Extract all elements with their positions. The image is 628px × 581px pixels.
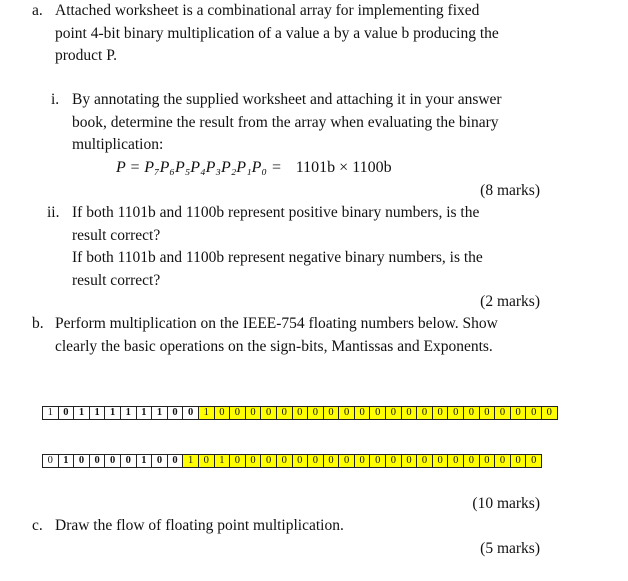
- float2-mantissa-bit: 0: [260, 454, 277, 468]
- float2-exponent-bit: 1: [58, 454, 75, 468]
- float2-mantissa-bit: 1: [214, 454, 231, 468]
- float1-mantissa-bit: 0: [510, 406, 527, 420]
- float2-mantissa-bit: 0: [463, 454, 480, 468]
- float1-mantissa-bit: 0: [260, 406, 277, 420]
- part-a-label: a.: [32, 2, 43, 19]
- part-c-line1: Draw the flow of floating point multiplication.: [55, 517, 344, 534]
- float1-bits: [42, 406, 557, 420]
- float2-mantissa-bit: 0: [401, 454, 418, 468]
- float2-mantissa-bit: 0: [416, 454, 433, 468]
- float1-mantissa-bit: 0: [525, 406, 542, 420]
- float1-exponent-bit: 1: [73, 406, 90, 420]
- part-c: [32, 515, 592, 538]
- float1-mantissa-bit: 0: [276, 406, 293, 420]
- float1-mantissa-bit: 0: [479, 406, 496, 420]
- float2-mantissa-bit: 0: [479, 454, 496, 468]
- float1-mantissa-bit: 0: [338, 406, 355, 420]
- part-a-i-line1: By annotating the supplied worksheet and attaching it in your answer: [72, 91, 502, 108]
- multiplication-formula: [116, 157, 392, 180]
- float2-mantissa-bit: 0: [245, 454, 262, 468]
- float2-mantissa-bit: 0: [447, 454, 464, 468]
- float1-mantissa-bit: 0: [307, 406, 324, 420]
- float1-mantissa-bit: 0: [432, 406, 449, 420]
- part-a-line1: Attached worksheet is a combinational array for implementing fixed: [55, 2, 480, 19]
- float1-mantissa-bit: 0: [214, 406, 231, 420]
- part-b-marks: (10 marks): [472, 495, 540, 512]
- part-b-line1: Perform multiplication on the IEEE-754 floating numbers below. Show: [55, 315, 498, 332]
- part-a-ii: [47, 202, 592, 292]
- float2-exponent-bit: 0: [104, 454, 121, 468]
- float2-mantissa-bit: 0: [385, 454, 402, 468]
- part-a-ii-line2: result correct?: [72, 226, 161, 244]
- float1-mantissa-bit: 0: [541, 406, 558, 420]
- float2-mantissa-bit: 0: [198, 454, 215, 468]
- part-c-marks: (5 marks): [480, 540, 540, 557]
- formula-lhs: P = P₇P₆P₅P₄P₃P₂P₁P₀ =: [116, 159, 282, 176]
- part-a-ii-line1: If both 1101b and 1100b represent positive binary numbers, is the: [72, 204, 480, 221]
- part-c-label: c.: [32, 517, 43, 534]
- float1-mantissa-bit: 0: [245, 406, 262, 420]
- float1-mantissa-bit: 0: [447, 406, 464, 420]
- float1-mantissa-bit: 0: [292, 406, 309, 420]
- float2-mantissa-bit: 0: [292, 454, 309, 468]
- float2-mantissa-bit: 0: [525, 454, 542, 468]
- part-a-i-marks: (8 marks): [480, 182, 540, 199]
- float1-exponent-bit: 1: [89, 406, 106, 420]
- float1-mantissa-bit: 0: [323, 406, 340, 420]
- formula-rhs: 1101b × 1100b: [295, 159, 392, 176]
- float2-mantissa-bit: 0: [323, 454, 340, 468]
- part-a-line2: point 4-bit binary multiplication of a value a by a value b producing the: [55, 24, 499, 42]
- part-a-ii-line3: If both 1101b and 1100b represent negative binary numbers, is the: [72, 249, 483, 266]
- part-b-label: b.: [32, 315, 44, 332]
- float1-exponent-bit: 1: [151, 406, 168, 420]
- float1-mantissa-bit: 1: [198, 406, 215, 420]
- float1-exponent-bit: 0: [58, 406, 75, 420]
- float2-sign-bit: 0: [42, 454, 59, 468]
- part-b: [32, 313, 592, 358]
- float2-exponent-bit: 0: [89, 454, 106, 468]
- part-a: [32, 0, 592, 68]
- float2-exponent-bit: 0: [120, 454, 137, 468]
- part-a-i-label: i.: [51, 91, 60, 108]
- part-b-line2: clearly the basic operations on the sign-bits, Mantissas and Exponents.: [55, 337, 493, 355]
- part-a-ii-marks: (2 marks): [480, 293, 540, 310]
- float1-exponent-bit: 1: [120, 406, 137, 420]
- float1-mantissa-bit: 0: [494, 406, 511, 420]
- float1-exponent-bit: 0: [167, 406, 184, 420]
- float2-mantissa-bit: 0: [229, 454, 246, 468]
- float2-exponent-bit: 1: [136, 454, 153, 468]
- part-a-i-line3: multiplication:: [72, 136, 164, 153]
- float1-sign-bit: 1: [42, 406, 59, 420]
- float2-mantissa-bit: 0: [494, 454, 511, 468]
- float1-mantissa-bit: 0: [416, 406, 433, 420]
- float2-exponent-bit: 0: [151, 454, 168, 468]
- float2-mantissa-bit: 1: [182, 454, 199, 468]
- part-a-i: [51, 89, 591, 157]
- part-a-ii-line4: result correct?: [72, 271, 161, 289]
- float2-mantissa-bit: 0: [307, 454, 324, 468]
- float2-bits: [42, 454, 541, 468]
- float1-mantissa-bit: 0: [463, 406, 480, 420]
- float2-mantissa-bit: 0: [338, 454, 355, 468]
- float2-exponent-bit: 0: [167, 454, 184, 468]
- float1-exponent-bit: 1: [136, 406, 153, 420]
- float2-mantissa-bit: 0: [510, 454, 527, 468]
- part-a-line3: product P.: [55, 47, 117, 64]
- float1-exponent-bit: 1: [104, 406, 121, 420]
- float1-mantissa-bit: 0: [369, 406, 386, 420]
- part-a-i-line2: book, determine the result from the array when evaluating the binary: [72, 113, 499, 131]
- float1-mantissa-bit: 0: [401, 406, 418, 420]
- float1-mantissa-bit: 0: [354, 406, 371, 420]
- float2-mantissa-bit: 0: [432, 454, 449, 468]
- part-a-ii-label: ii.: [47, 204, 60, 221]
- float1-mantissa-bit: 0: [385, 406, 402, 420]
- float2-mantissa-bit: 0: [276, 454, 293, 468]
- float2-mantissa-bit: 0: [369, 454, 386, 468]
- float2-exponent-bit: 0: [73, 454, 90, 468]
- float1-mantissa-bit: 0: [229, 406, 246, 420]
- float1-exponent-bit: 0: [182, 406, 199, 420]
- float2-mantissa-bit: 0: [354, 454, 371, 468]
